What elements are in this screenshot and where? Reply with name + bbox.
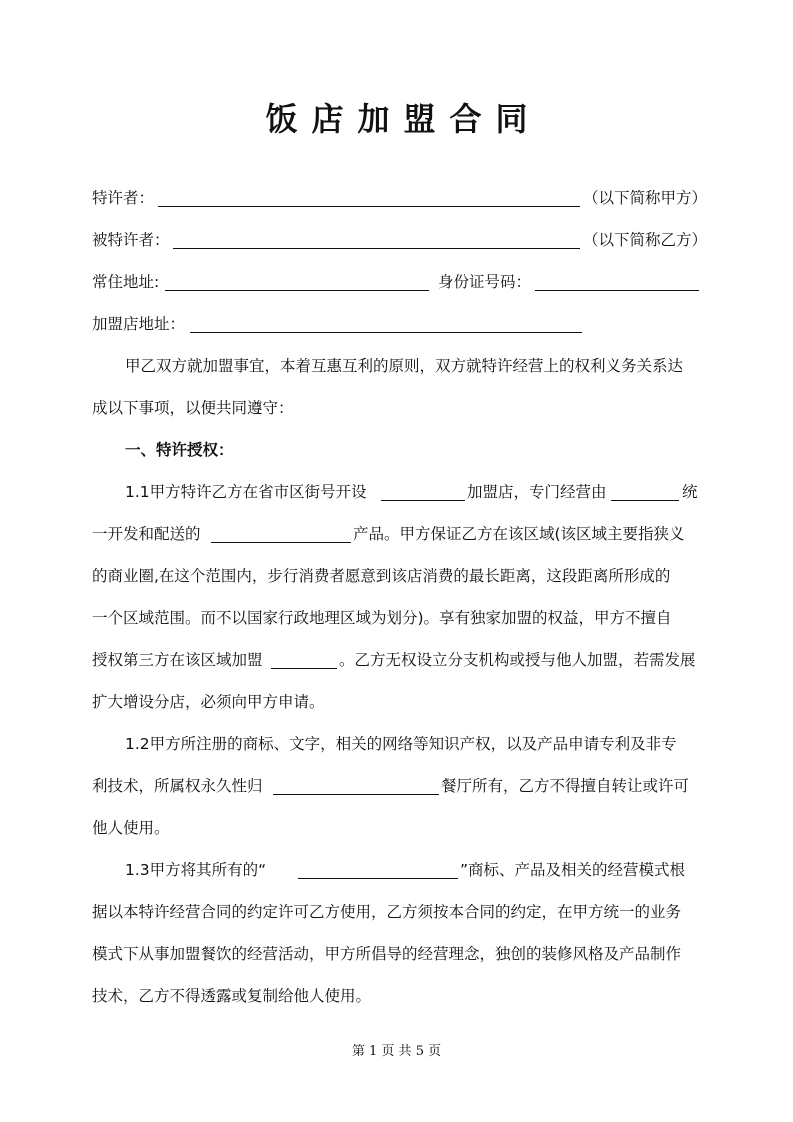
clause-1-1-line-2b: 产品。甲方保证乙方在该区域(该区域主要指狭义 xyxy=(353,525,685,543)
clause-1-1-line-3: 的商业圈,在这个范围内，步行消费者愿意到该店消费的最长距离，这段距离所形成的 xyxy=(92,567,671,585)
franchisee-label: 被特许者： xyxy=(92,231,170,249)
clause-1-1-line-5b: 。乙方无权设立分支机构或授与他人加盟，若需发展 xyxy=(339,651,696,669)
address-label: 常住地址: xyxy=(92,273,160,291)
clause-1-3-line-3: 模式下从事加盟餐饮的经营活动，甲方所倡导的经营理念，独创的装修风格及产品制作 xyxy=(92,945,682,963)
store-address-blank xyxy=(190,332,582,333)
clause-1-1-line-6: 扩大增设分店，必须向甲方申请。 xyxy=(92,693,325,711)
clause-1-1-line-4: 一个区域范围。而不以国家行政地理区域为划分)。享有独家加盟的权益，甲方不擅自 xyxy=(92,609,672,627)
clause-1-1-line-1c: 统 xyxy=(682,483,698,501)
blank xyxy=(271,668,337,669)
franchisor-suffix: （以下简称甲方） xyxy=(583,189,708,207)
franchisee-blank xyxy=(173,248,580,249)
address-blank xyxy=(165,290,429,291)
clause-1-2-line-3: 他人使用。 xyxy=(92,819,170,837)
section-1-heading: 一、特许授权： xyxy=(125,441,234,459)
franchisee-suffix: （以下简称乙方） xyxy=(583,231,708,249)
clause-1-3-line-4: 技术，乙方不得透露或复制给他人使用。 xyxy=(92,987,372,1005)
clause-1-1-line-2a: 一开发和配送的 xyxy=(92,525,201,543)
clause-1-3-line-2: 据以本特许经营合同的约定许可乙方使用，乙方须按本合同的约定，在甲方统一的业务 xyxy=(92,903,682,921)
clause-1-1-line-5a: 授权第三方在该区域加盟 xyxy=(92,651,263,669)
blank xyxy=(611,500,679,501)
id-blank xyxy=(535,290,699,291)
document-title: 饭店加盟合同 xyxy=(265,100,542,138)
id-label: 身份证号码： xyxy=(438,273,532,291)
franchisor-blank xyxy=(158,206,580,207)
blank xyxy=(298,878,458,879)
clause-1-2-line-2a: 利技术，所属权永久性归 xyxy=(92,777,263,795)
intro-line-1: 甲乙双方就加盟事宜，本着互惠互利的原则，双方就特许经营上的权利义务关系达 xyxy=(125,357,684,375)
clause-1-2-line-1: 1.2甲方所注册的商标、文字，相关的网络等知识产权，以及产品申请专利及非专 xyxy=(125,735,677,753)
blank xyxy=(381,500,465,501)
blank xyxy=(273,794,439,795)
store-address-label: 加盟店地址： xyxy=(92,315,186,333)
clause-1-2-line-2b: 餐厅所有，乙方不得擅自转让或许可 xyxy=(441,777,690,795)
blank xyxy=(211,542,351,543)
clause-1-3-line-1b: ”商标、产品及相关的经营模式根 xyxy=(460,861,686,879)
page-footer: 第 1 页 共 5 页 xyxy=(351,1044,442,1059)
clause-1-3-line-1a: 1.3甲方将其所有的“ xyxy=(125,861,267,879)
clause-1-1-line-1a: 1.1甲方特许乙方在省市区街号开设 xyxy=(125,483,367,501)
intro-line-2: 成以下事项，以便共同遵守： xyxy=(92,399,294,417)
clause-1-1-line-1b: 加盟店，专门经营由 xyxy=(467,483,607,501)
franchisor-label: 特许者： xyxy=(92,189,155,207)
